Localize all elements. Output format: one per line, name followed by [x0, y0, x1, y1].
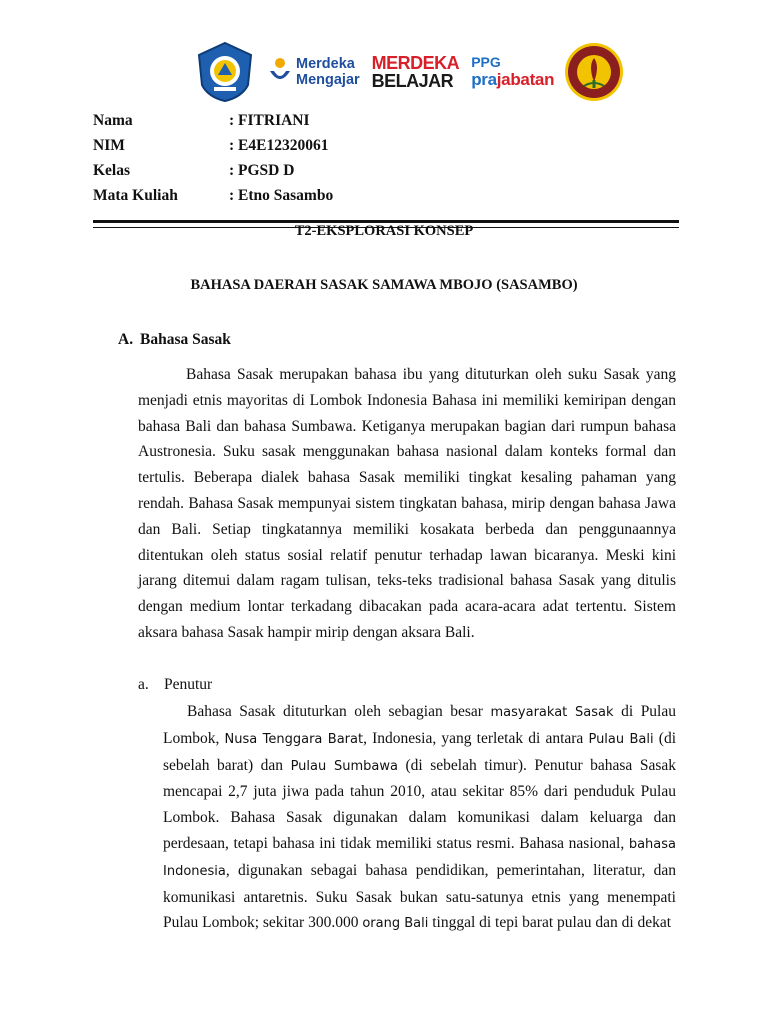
identity-label: Nama	[93, 112, 133, 129]
link-nusa-tenggara-barat[interactable]: Nusa Tenggara Barat	[224, 731, 364, 747]
merdeka-mengajar-logo	[268, 56, 360, 88]
document-subtitle: BAHASA DAERAH SASAK SAMAWA MBOJO (SASAMBO)	[190, 277, 578, 293]
text-run: di Pulau Lombok,	[163, 703, 676, 747]
identity-value: : Etno Sasambo	[229, 187, 334, 204]
section-marker: A.	[118, 331, 134, 348]
identity-row-mata-kuliah	[93, 187, 333, 212]
merdeka-mengajar-line2: Mengajar	[296, 72, 360, 88]
ppg-prajabatan-logo	[471, 54, 554, 90]
kemdikbud-logo	[196, 41, 254, 103]
subsection-heading	[138, 676, 212, 694]
identity-table	[93, 112, 333, 212]
document-title: T2-EKSPLORASI KONSEP	[294, 223, 474, 239]
text-run: Bahasa Sasak dituturkan oleh sebagian besar	[187, 703, 491, 720]
section-title: Bahasa Sasak	[140, 331, 231, 348]
merdeka-mengajar-line1: Merdeka	[296, 56, 355, 72]
ppg-pra: pra	[471, 70, 497, 89]
text-run: (di sebelah barat) dan	[163, 729, 676, 774]
paragraph-penutur	[163, 699, 676, 937]
link-bahasa-indonesia[interactable]: bahasa Indonesia	[163, 836, 676, 879]
link-pulau-sumbawa[interactable]: Pulau Sumbawa	[290, 758, 398, 774]
merdeka-belajar-logo	[372, 54, 460, 90]
identity-label: Mata Kuliah	[93, 187, 178, 204]
identity-row-kelas	[93, 162, 333, 187]
identity-value: : FITRIANI	[229, 112, 310, 129]
merdeka-belajar-line2: BELAJAR	[371, 71, 454, 91]
text-run: , digunakan sebagai bahasa pendidikan, pemerintahan, literatur, dan komunikasi antaretnis. Suku Sasak bukan satu-satunya etnis yang menempati Pulau Lombok; sekitar 300.000	[163, 861, 676, 932]
identity-label: Kelas	[93, 162, 131, 179]
merdeka-belajar-line1: MERDEKA	[371, 53, 460, 73]
identity-row-nim	[93, 137, 333, 162]
text-run: tinggal di tepi barat pulau dan di dekat	[428, 914, 672, 932]
text-run: (di sebelah timur). Penutur bahasa Sasak mencapai 2,7 juta jiwa pada tahun 2010, atau sekitar 85% dari penduduk Pulau Lombok. Bahasa Sasak digunakan dalam komunikasi dalam keluarga dan perdesaan, tetapi bahasa ini tidak memiliki status resmi. Bahasa nasional,	[163, 756, 676, 852]
identity-value: : PGSD D	[229, 162, 295, 179]
universitas-mataram-logo	[564, 42, 624, 102]
merdeka-mengajar-icon	[268, 57, 292, 87]
paragraph-text: Bahasa Sasak merupakan bahasa ibu yang dituturkan oleh suku Sasak yang menjadi etnis mayoritas di Lombok Indonesia Bahasa ini memiliki kemiripan dengan bahasa Bali dan bahasa Sumbawa. Ketiganya merupakan bagian dari rumpun bahasa Austronesia. Suku sasak menggunakan bahasa nasional dalam konteks formal dan tertulis. Beberapa dialek bahasa Sasak memiliki tingkat kesaling pahaman yang rendah. Bahasa Sasak mempunyai sistem tingkatan bahasa, mirip dengan bahasa Jawa dan Bali. Setiap tingkatannya memiliki kosakata berbeda dan penggunaannya ditentukan oleh status sosial relatif penutur terhadap lawan bicaranya. Meski kini jarang ditemui dalam ragam tulisan, teks-teks tradisional bahasa Sasak yang ditulis dengan medium lontar terkadang dibacakan pada acara-acara adat tertentu. Sistem aksara bahasa Sasak hampir mirip dengan aksara Bali.	[138, 366, 676, 641]
link-masyarakat-sasak[interactable]: masyarakat Sasak	[490, 705, 614, 720]
identity-row-nama	[93, 112, 333, 137]
ppg-label: PPG	[471, 54, 501, 70]
link-pulau-bali[interactable]: Pulau Bali	[588, 731, 654, 747]
identity-label: NIM	[93, 137, 125, 154]
ppg-jabatan: jabatan	[496, 70, 555, 89]
paragraph-bahasa-sasak	[138, 362, 676, 646]
subsection-marker: a.	[138, 676, 149, 693]
subsection-title: Penutur	[164, 676, 213, 693]
logo-row	[196, 40, 624, 104]
text-run: , Indonesia, yang terletak di antara	[363, 729, 589, 747]
link-orang-bali[interactable]: orang Bali	[362, 916, 429, 932]
section-heading	[118, 331, 231, 349]
identity-value: : E4E12320061	[229, 137, 329, 154]
